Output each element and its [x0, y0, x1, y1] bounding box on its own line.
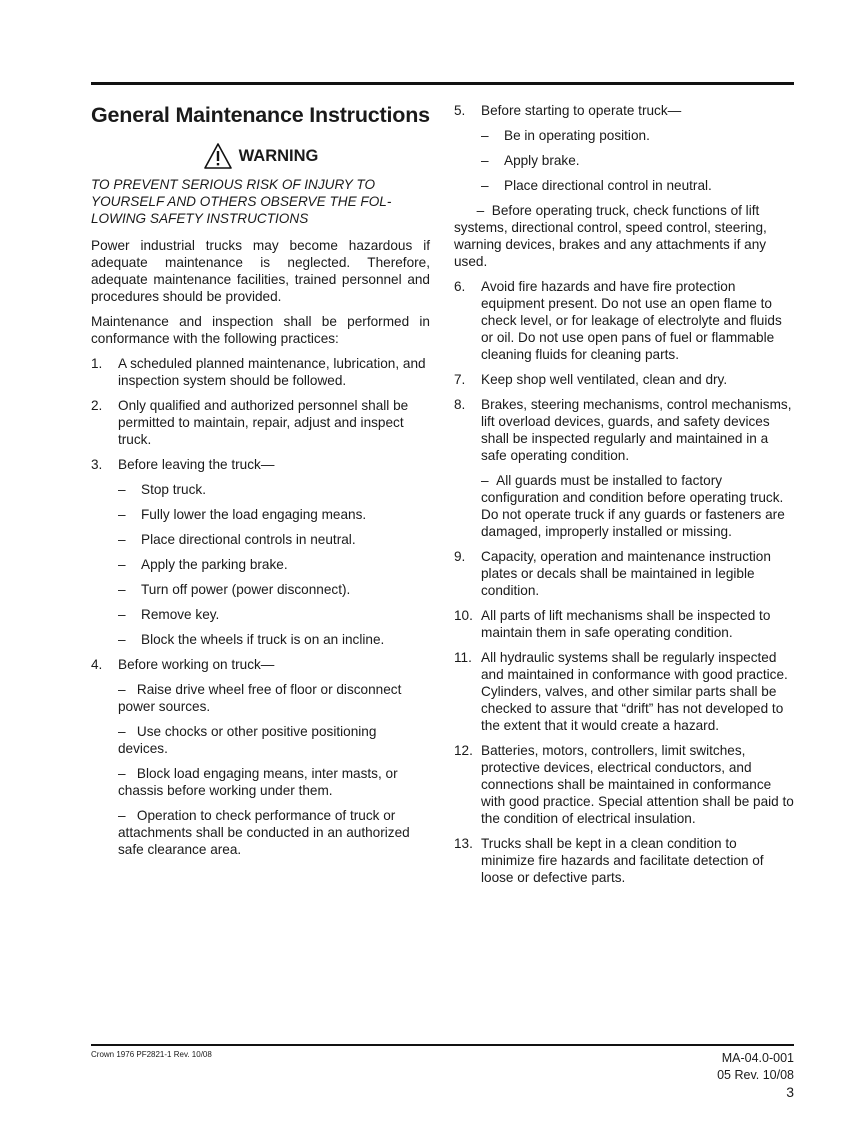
- dash-text: Use chocks or other positive positioning devices.: [118, 724, 377, 756]
- item-number: 4.: [91, 657, 103, 672]
- item-number: 6.: [454, 279, 466, 294]
- dash-text: Operation to check performance of truck or attachments shall be conducted in an authorized safe clearance area.: [118, 808, 410, 857]
- dash-bullet: –: [118, 482, 126, 497]
- dash-item: [91, 631, 430, 648]
- item-text: A scheduled planned maintenance, lubrication, and inspection system should be followed.: [118, 356, 426, 388]
- dash-bullet: –: [481, 128, 489, 143]
- dash-bullet: –: [118, 582, 126, 597]
- footer-copyright: Crown 1976 PF2821-1 Rev. 10/08: [91, 1050, 212, 1059]
- dash-bullet: –: [481, 178, 489, 193]
- dash-text: Apply the parking brake.: [141, 557, 288, 572]
- item-text: All hydraulic systems shall be regularly inspected and maintained in conformance with good practice. Cylinders, valves, and other similar parts shall be checked to assure that “drift” has not developed to the extent that it would create a hazard.: [481, 650, 788, 733]
- intro-paragraph: Power industrial trucks may become hazardous if adequate maintenance is neglected. Therefore, adequate maintenance facilities, trained personnel and procedures should be provided.: [91, 238, 430, 304]
- dash-text: Raise drive wheel free of floor or disconnect power sources.: [118, 682, 402, 714]
- item-text: Keep shop well ventilated, clean and dry.: [481, 372, 728, 387]
- dash-bullet: –: [118, 724, 126, 739]
- dash-bullet: –: [481, 473, 489, 488]
- footer-rule: [91, 1044, 794, 1046]
- list-item: [454, 396, 794, 464]
- dash-item: [454, 152, 794, 169]
- dash-bullet: –: [118, 557, 126, 572]
- dash-text: Before operating truck, check functions of lift systems, directional control, speed control, steering, warning devices, brakes and any attachments if any used.: [454, 203, 767, 269]
- document-number: MA-04.0-001: [721, 1051, 794, 1065]
- list-item: [454, 607, 794, 641]
- list-item: [454, 278, 794, 363]
- dash-bullet: –: [476, 203, 485, 218]
- dash-paragraph: [91, 681, 430, 715]
- dash-bullet: –: [118, 682, 126, 697]
- dash-paragraph: [91, 765, 430, 799]
- item-number: 8.: [454, 397, 466, 412]
- dash-text: Be in operating position.: [504, 128, 650, 143]
- dash-item: [91, 556, 430, 573]
- dash-text: Place directional controls in neutral.: [141, 532, 356, 547]
- dash-text: Fully lower the load engaging means.: [141, 507, 367, 522]
- dash-item: [454, 177, 794, 194]
- list-item: [91, 397, 430, 448]
- dash-item: [91, 606, 430, 623]
- list-item: [454, 649, 794, 734]
- dash-text: All guards must be installed to factory configuration and condition before operating truck. Do not operate truck if any guards or fasteners are damaged, improperly installed or missing.: [481, 473, 785, 539]
- dash-item: [91, 506, 430, 523]
- dash-text: Place directional control in neutral.: [504, 178, 712, 193]
- dash-text: Block load engaging means, inter masts, or chassis before working under them.: [118, 766, 398, 798]
- item-number: 3.: [91, 457, 103, 472]
- item-number: 7.: [454, 372, 466, 387]
- dash-bullet: –: [118, 808, 126, 823]
- item-number: 13.: [454, 836, 473, 851]
- item-text: Before starting to operate truck—: [481, 103, 682, 118]
- item-number: 1.: [91, 356, 103, 371]
- item-text: Capacity, operation and maintenance instruction plates or decals shall be maintained in legible condition.: [481, 549, 771, 598]
- dash-item: [454, 127, 794, 144]
- item-number: 11.: [454, 650, 472, 665]
- list-item: [91, 355, 430, 389]
- dash-bullet: –: [118, 632, 126, 647]
- list-item: [454, 742, 794, 827]
- dash-item: [91, 531, 430, 548]
- item-text: Before leaving the truck—: [118, 457, 275, 472]
- warning-text: TO PREVENT SERIOUS RISK OF INJURY TO YOURSELF AND OTHERS OBSERVE THE FOL-LOWING SAFETY INSTRUCTIONS: [91, 177, 392, 226]
- item-number: 5.: [454, 103, 466, 118]
- list-item: [454, 371, 794, 388]
- item-text: Brakes, steering mechanisms, control mechanisms, lift overload devices, guards, and safety devices shall be inspected regularly and maintained in a safe operating condition.: [481, 397, 792, 463]
- dash-bullet: –: [118, 766, 126, 781]
- dash-text: Stop truck.: [141, 482, 206, 497]
- dash-text: Block the wheels if truck is on an incline.: [141, 632, 385, 647]
- item-number: 9.: [454, 549, 466, 564]
- item-number: 12.: [454, 743, 473, 758]
- top-rule: [91, 82, 794, 85]
- item-text: Trucks shall be kept in a clean condition to minimize fire hazards and facilitate detection of loose or defective parts.: [481, 836, 764, 885]
- list-item: [91, 456, 430, 473]
- list-item: [91, 656, 430, 673]
- dash-bullet: –: [118, 607, 126, 622]
- item-text: Before working on truck—: [118, 657, 275, 672]
- dash-text: Apply brake.: [504, 153, 580, 168]
- dash-bullet: –: [481, 153, 489, 168]
- dash-paragraph: [91, 807, 430, 858]
- item-text: Avoid fire hazards and have fire protection equipment present. Do not use an open flame to check level, or for leakage of electrolyte and fluids or oil. Do not use open pans of fuel or flammable cleaning fluids for cleaning parts.: [481, 279, 782, 362]
- dash-item: [91, 581, 430, 598]
- warning-heading: [91, 142, 430, 170]
- dash-bullet: –: [118, 532, 126, 547]
- list-item: [454, 835, 794, 886]
- dash-paragraph: [454, 202, 794, 270]
- item-number: 10.: [454, 608, 473, 623]
- dash-item: [91, 481, 430, 498]
- page-title: General Maintenance Instructions: [91, 103, 430, 127]
- left-column: [91, 102, 430, 866]
- dash-paragraph: [91, 723, 430, 757]
- intro-paragraph-2: Maintenance and inspection shall be performed in conformance with the following practices:: [91, 314, 430, 346]
- right-column: [454, 102, 794, 894]
- item-number: 2.: [91, 398, 103, 413]
- list-item: [454, 102, 794, 119]
- item-text: Batteries, motors, controllers, limit switches, protective devices, electrical conductors, and connections shall be maintained in conformance with good practice. Special attention shall be paid to the condition of electrical insulation.: [481, 743, 794, 826]
- page-number: 3: [786, 1084, 794, 1100]
- dash-bullet: –: [118, 507, 126, 522]
- item-text: All parts of lift mechanisms shall be inspected to maintain them in safe operating condition.: [481, 608, 771, 640]
- warning-label: WARNING: [238, 146, 319, 165]
- revision: 05 Rev. 10/08: [717, 1068, 794, 1082]
- dash-paragraph: [454, 472, 794, 540]
- dash-text: Turn off power (power disconnect).: [141, 582, 351, 597]
- warning-triangle-icon: [203, 142, 233, 170]
- footer-info: [717, 1050, 794, 1101]
- list-item: [454, 548, 794, 599]
- dash-text: Remove key.: [141, 607, 220, 622]
- item-text: Only qualified and authorized personnel shall be permitted to maintain, repair, adjust and inspect truck.: [118, 398, 409, 447]
